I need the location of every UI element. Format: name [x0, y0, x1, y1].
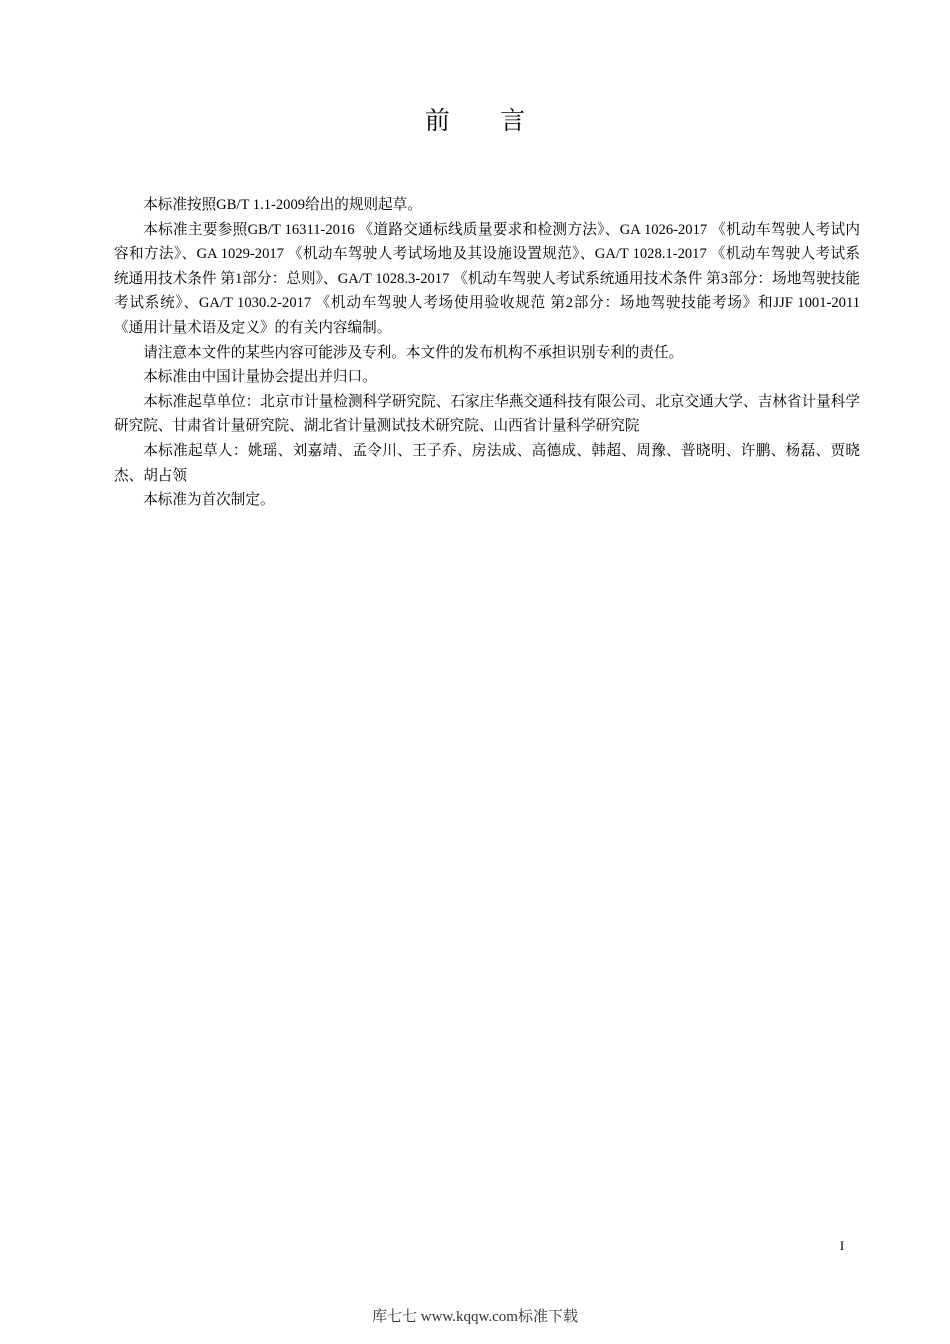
footer-watermark: 库七七 www.kqqw.com标准下载 [372, 1309, 578, 1325]
paragraph-drafting-units: 本标准起草单位：北京市计量检测科学研究院、石家庄华燕交通科技有限公司、北京交通大学、吉林省计量科学研究院、甘肃省计量研究院、湖北省计量测试技术研究院、山西省计量科学研究院 [114, 393, 860, 435]
page-title: 前 言 [424, 108, 548, 135]
paragraph-patent-notice: 请注意本文件的某些内容可能涉及专利。本文件的发布机构不承担识别专利的责任。 [143, 344, 684, 361]
paragraph-references: 本标准主要参照GB/T 16311-2016 《道路交通标线质量要求和检测方法》、GA 1026-2017 《机动车驾驶人考试内容和方法》、GA 1029-2017 《机动车驾驶人考试场地及其设施设置规范》、GA/T 1028.1-2017 《机动车驾驶人考试系统通用技术条件 第1部分：总则》、GA/T 1028.3-2017 《机动车驾驶人考试系统通用技术条件 第3部分：场地驾驶技能考试系统》、GA/T 1030.2-2017 《机动车驾驶人考场使用验收规范 第2部分：场地驾驶技能考场》和JJF 1001-2011 《通用计量术语及定义》的有关内容编制。 [114, 221, 860, 336]
paragraph-proposer: 本标准由中国计量协会提出并归口。 [143, 369, 377, 386]
paragraph-drafting-rules: 本标准按照GB/T 1.1-2009给出的规则起草。 [143, 197, 422, 213]
document-body [114, 193, 860, 513]
paragraph-drafters: 本标准起草人：姚瑶、刘嘉靖、孟令川、王子乔、房法成、高德成、韩超、周豫、普晓明、许鹏、杨磊、贾晓杰、胡占领 [114, 442, 860, 484]
paragraph-first-edition: 本标准为首次制定。 [143, 492, 275, 509]
page-number: I [839, 1238, 845, 1253]
